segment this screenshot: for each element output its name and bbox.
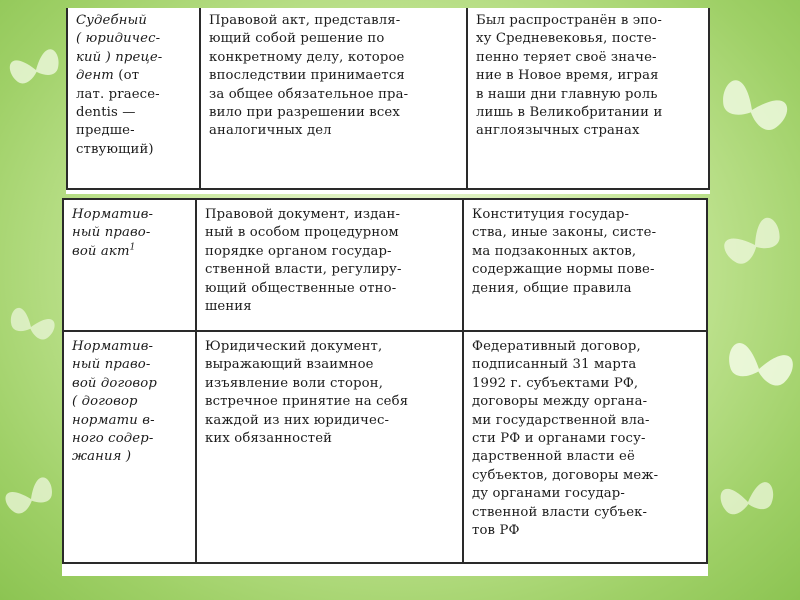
scan-slice-bottom [62, 198, 708, 576]
table-row [67, 8, 709, 189]
definition-cell: Юридический документ, выражающий взаимное изъявление воли сторон, встречное принятие на себя каждой из них юридичес- ких обязанностей [196, 331, 463, 563]
butterfly-icon [711, 321, 800, 417]
butterfly-icon [711, 465, 785, 539]
table-top [66, 8, 710, 190]
table-row [63, 331, 707, 563]
butterfly-icon [0, 460, 70, 537]
term-cell [67, 8, 200, 189]
butterfly-icon [699, 57, 800, 163]
scan-slice-top [66, 8, 710, 194]
examples-cell: Конституция государ- ства, иные законы, систе- ма подзаконных актов, содержащие нормы пове- дения, общие правила [463, 199, 707, 331]
examples-cell: Федеративный договор, подписанный 31 марта 1992 г. субъектами РФ, договоры между органа- ми государственной вла- сти РФ и органами госу- дарственной власти её субъектов, договоры меж- ду органами государ- ственной власти субъек- тов РФ [463, 331, 707, 563]
term-text: Судебный ( юридичес- кий ) преце- дент [76, 13, 163, 84]
examples-cell: Был распространён в эпо- ху Средневековья, посте- пенно теряет своё значе- ние в Новое время, играя в наши дни главную роль лишь в Великобритании и англоязычных странах [467, 8, 709, 189]
butterfly-icon [0, 292, 66, 361]
term-etymology: (от лат. praece- dentis — предше- ствующий) [76, 68, 160, 157]
term-cell [63, 199, 196, 331]
table-bottom [62, 198, 708, 564]
definition-cell: Правовой документ, издан- ный в особом процедурном порядке органом государ- ственной власти, регулиру- ющий общественные отно- шения [196, 199, 463, 331]
butterfly-icon [0, 32, 74, 108]
footnote-marker: 1 [129, 242, 136, 253]
term-cell: Норматив- ный право- вой договор ( договор нормати в- ного содер- жания ) [63, 331, 196, 563]
butterfly-icon [707, 197, 800, 293]
table-row [63, 199, 707, 331]
term-text: Норматив- ный право- вой акт [72, 207, 154, 259]
definition-cell: Правовой акт, представля- ющий собой решение по конкретному делу, которое впоследствии принимается за общее обязательное пра- вило при разрешении всех аналогичных дел [200, 8, 467, 189]
